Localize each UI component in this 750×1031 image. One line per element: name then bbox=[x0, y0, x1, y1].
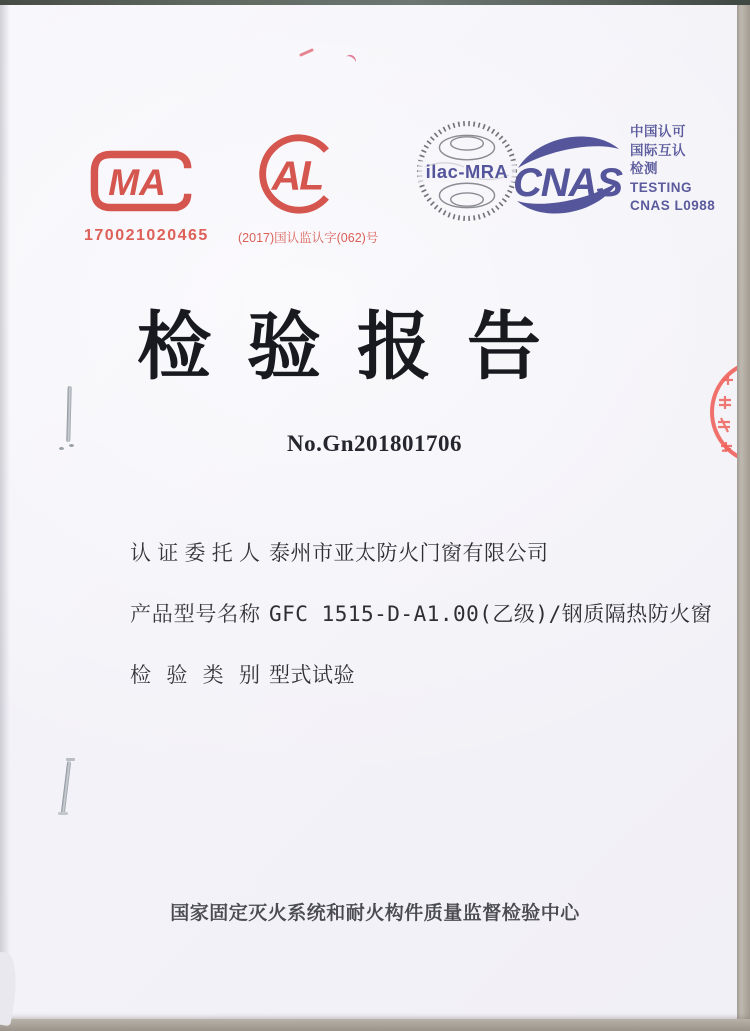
report-number: No.Gn201801706 bbox=[287, 431, 463, 456]
field-label: 检验类别 bbox=[130, 664, 260, 687]
cnas-text-line: TESTING bbox=[630, 179, 693, 195]
cma-letters: MA bbox=[108, 160, 166, 203]
staple-bottom bbox=[61, 761, 71, 814]
cnas-logo-icon bbox=[512, 132, 624, 218]
cnas-text-line: 检测 bbox=[630, 161, 658, 176]
scan-edge-left-shadow bbox=[0, 0, 10, 1031]
ilac-mra-logo-icon bbox=[416, 120, 518, 222]
scan-edge-top bbox=[0, 0, 750, 5]
field-label: 认证委托人 bbox=[130, 542, 260, 565]
staple-mark bbox=[59, 447, 64, 450]
cnas-text-line: CNAS L0988 bbox=[630, 198, 716, 213]
staple-cap bbox=[58, 812, 68, 815]
staple-mark bbox=[69, 444, 74, 447]
cal-letters: AL bbox=[271, 152, 323, 199]
certification-logo-strip bbox=[0, 110, 750, 245]
field-label: 产品型号名称 bbox=[130, 603, 260, 626]
scan-edge-right bbox=[737, 3, 750, 1031]
issuing-organization: 国家固定灭火系统和耐火构件质量监督检验中心 bbox=[170, 903, 580, 924]
staple-cap bbox=[66, 758, 75, 761]
field-value: 泰州市亚太防火门窗有限公司 bbox=[269, 541, 549, 565]
red-stamp-icon bbox=[697, 348, 737, 482]
field-row-applicant bbox=[130, 537, 712, 567]
cnas-wordmark: CNAS bbox=[513, 161, 623, 205]
cma-logo-icon bbox=[87, 146, 193, 216]
cma-certificate-number: 170021020465 bbox=[84, 227, 209, 244]
cal-certification-block bbox=[238, 130, 379, 246]
ilac-mra-label: ilac-MRA bbox=[425, 161, 509, 183]
red-stamp-partial bbox=[697, 348, 737, 482]
field-value: 型式试验 bbox=[269, 663, 355, 687]
report-fields bbox=[130, 537, 712, 720]
cnas-text-line: 中国认可 bbox=[630, 124, 686, 139]
cma-certification-block bbox=[84, 146, 209, 245]
scan-edge-bottom bbox=[0, 1019, 750, 1031]
page-corner-curl bbox=[0, 952, 21, 1027]
cnas-text-line: 国际互认 bbox=[630, 142, 686, 158]
cal-logo-icon bbox=[254, 130, 342, 218]
ilac-mra-block bbox=[416, 120, 518, 222]
cal-certificate-caption: (2017)国认监认字(062)号 bbox=[238, 231, 379, 245]
field-value: GFC 1515-D-A1.00(乙级)/钢质隔热防火窗 bbox=[269, 602, 713, 626]
ink-smudge bbox=[299, 48, 314, 57]
field-row-product-model bbox=[130, 598, 712, 628]
cnas-logo-block bbox=[512, 132, 624, 218]
cnas-accreditation-text bbox=[630, 123, 740, 216]
staple-top bbox=[66, 386, 71, 442]
field-row-test-type bbox=[130, 659, 712, 689]
page-title: 检验报告 bbox=[137, 305, 577, 388]
ink-smudge bbox=[343, 53, 358, 67]
